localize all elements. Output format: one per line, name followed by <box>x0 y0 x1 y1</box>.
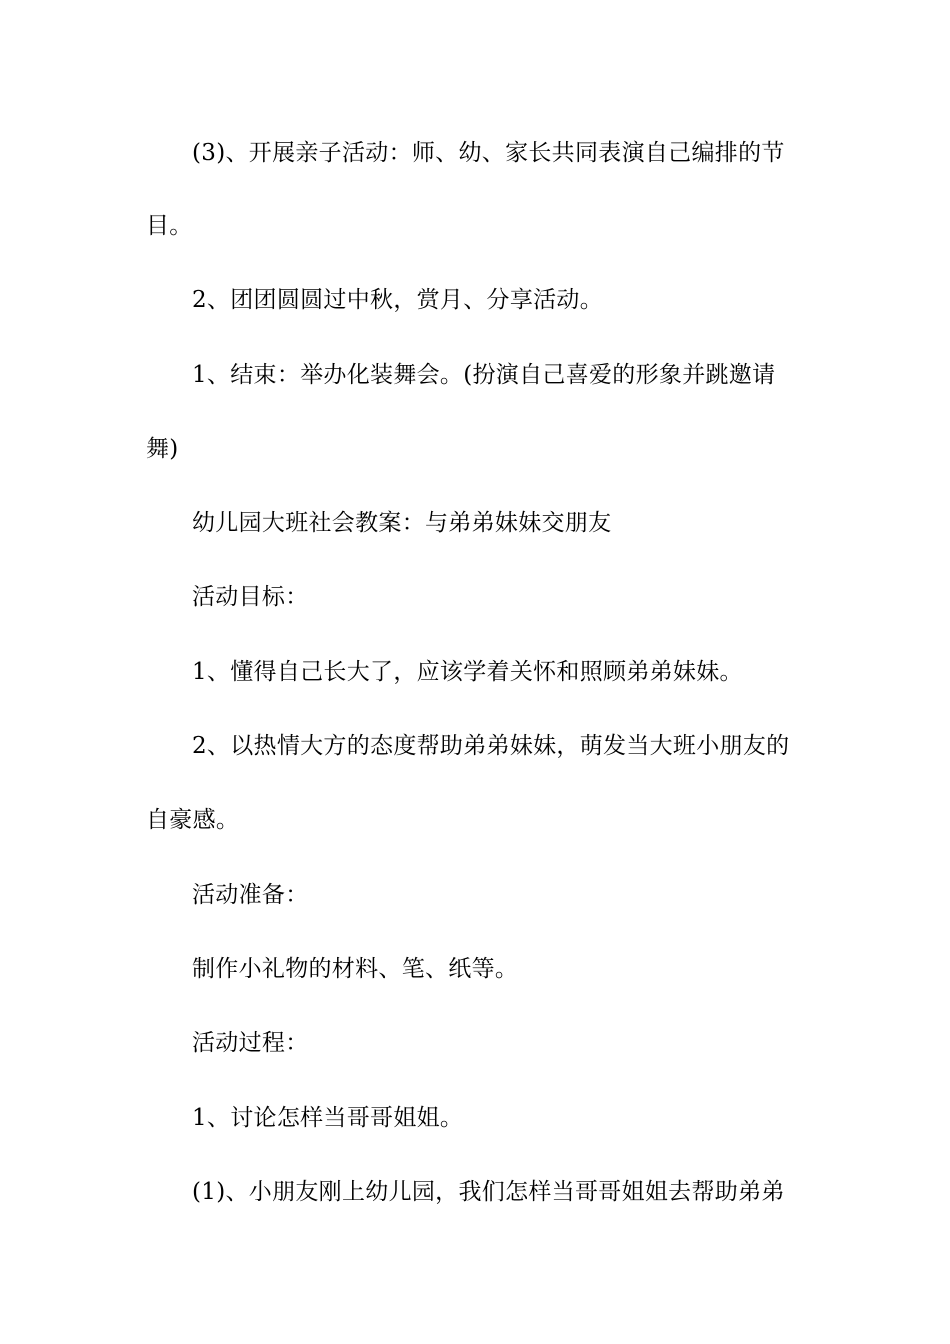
paragraph-line: 舞) <box>146 436 179 462</box>
paragraph-line: 自豪感。 <box>146 807 240 833</box>
section-heading: 活动过程： <box>192 1030 309 1056</box>
paragraph-line: 2、团团圆圆过中秋，赏月、分享活动。 <box>192 287 604 313</box>
section-heading: 活动目标： <box>192 584 309 610</box>
paragraph-line: 1、结束：举办化装舞会。(扮演自己喜爱的形象并跳邀请 <box>192 362 776 388</box>
section-heading: 活动准备： <box>192 882 309 908</box>
section-title: 幼儿园大班社会教案：与弟弟妹妹交朋友 <box>192 510 612 536</box>
paragraph-line: 目。 <box>146 213 193 239</box>
paragraph-line: 2、以热情大方的态度帮助弟弟妹妹，萌发当大班小朋友的 <box>192 733 790 759</box>
paragraph-line: 制作小礼物的材料、笔、纸等。 <box>192 956 519 982</box>
paragraph-line: (1)、小朋友刚上幼儿园，我们怎样当哥哥姐姐去帮助弟弟 <box>192 1179 785 1205</box>
paragraph-line: 1、讨论怎样当哥哥姐姐。 <box>192 1105 464 1131</box>
paragraph-line: 1、懂得自己长大了，应该学着关怀和照顾弟弟妹妹。 <box>192 659 743 685</box>
paragraph-line: (3)、开展亲子活动：师、幼、家长共同表演自己编排的节 <box>192 140 785 166</box>
